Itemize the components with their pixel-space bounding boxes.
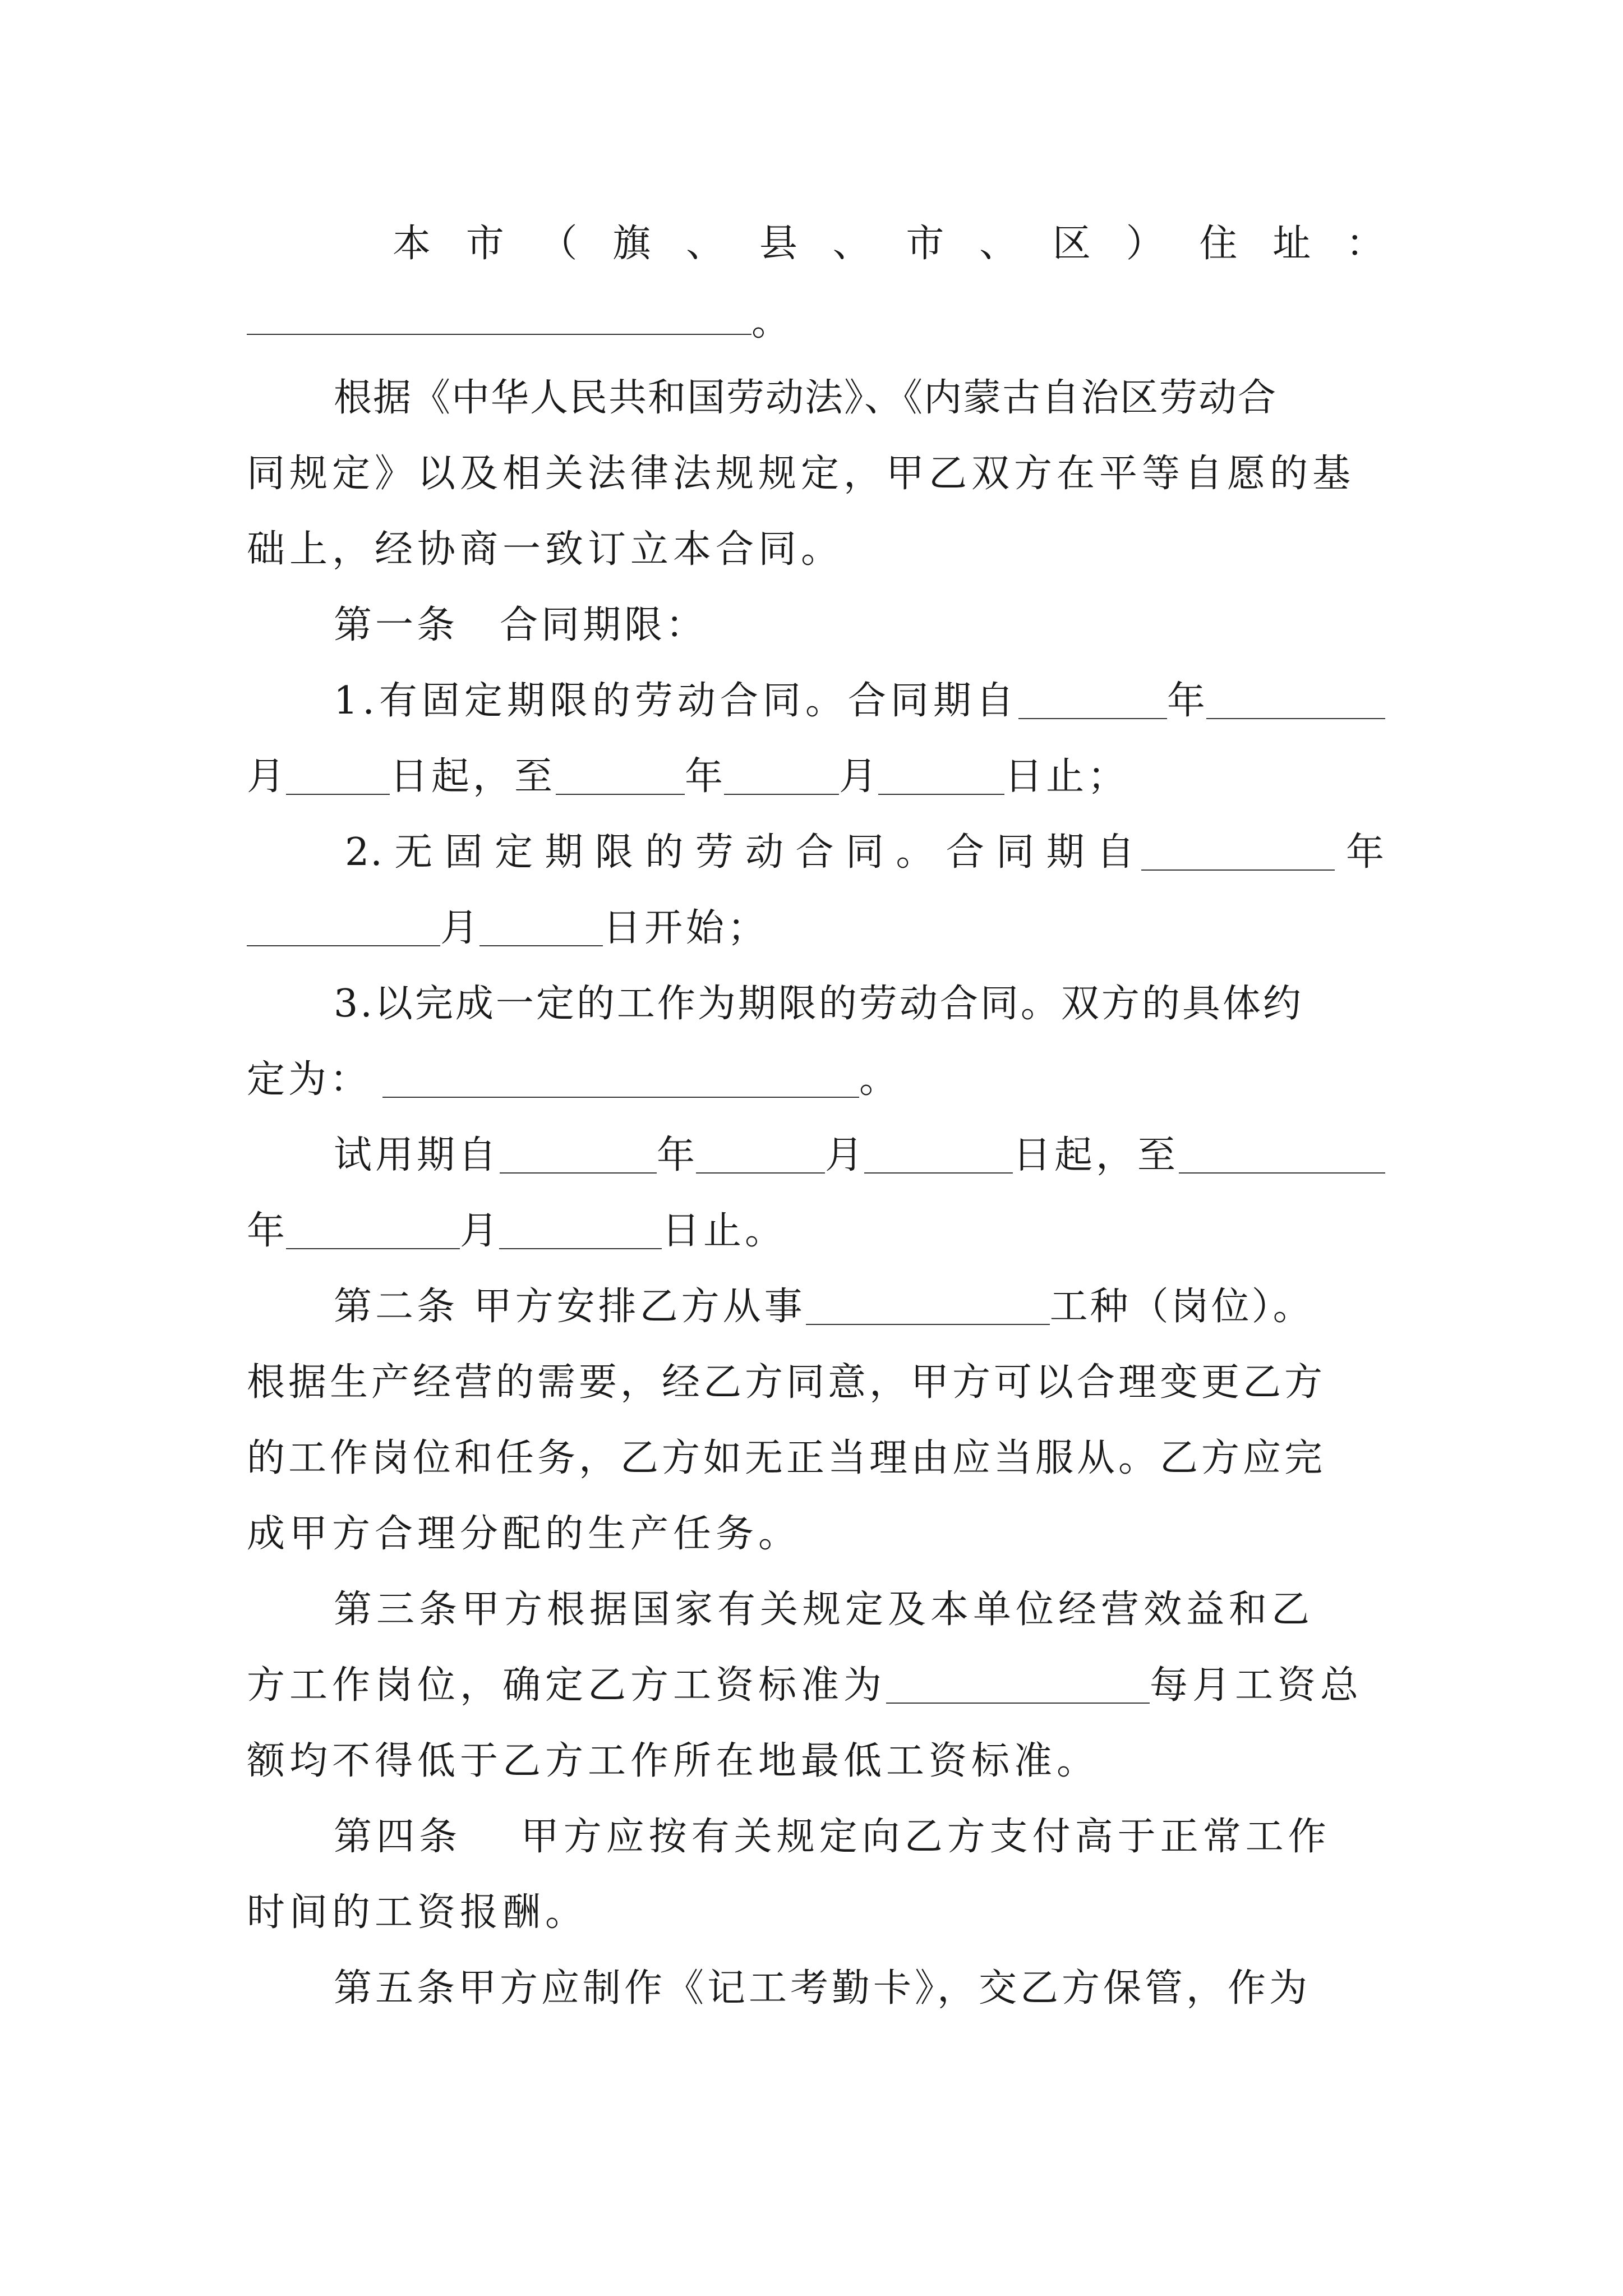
para-basis-text2: 同规定》以及相关法律法规规定，甲乙双方在平等自愿的基 [247, 452, 1355, 496]
item-3-text: 3.以完成一定的工作为期限的劳动合同。双方的具体约 [334, 982, 1303, 1026]
blank-task-agreement [382, 1062, 859, 1098]
blank-trial-end-day [499, 1213, 662, 1249]
blank-job-type [806, 1289, 1050, 1325]
address-char: 区 [1052, 222, 1092, 266]
label-year-5: 年 [247, 1209, 287, 1253]
item-2-text [345, 825, 1136, 881]
blank-trial-start-month [696, 1138, 825, 1174]
address-char: 、 [686, 222, 726, 266]
label-day-end: 日止； [1004, 754, 1129, 799]
blank-indef-day [479, 910, 603, 946]
item-1-text: 1.有固定期限的劳动合同。合同期自 [334, 679, 1018, 723]
label-year-3: 年 [1345, 830, 1385, 875]
blank-end-year [556, 759, 685, 795]
label-month-5: 月 [460, 1209, 500, 1253]
label-month-2: 月 [839, 754, 879, 799]
item-2-char: 合 [946, 830, 985, 875]
address-blank-line [247, 295, 1385, 351]
article-2-line4 [247, 1506, 1385, 1562]
trial-line1 [334, 1128, 1385, 1184]
article-4-text-2: 时间的工资报酬。 [247, 1890, 588, 1935]
address-char: （ [539, 222, 579, 266]
article-4-line2 [247, 1885, 1385, 1941]
blank-wage-standard [886, 1668, 1150, 1704]
item-2-char: 动 [745, 830, 785, 875]
address-char: 县 [759, 222, 799, 266]
article-5-text-1: 第五条甲方应制作《记工考勤卡》，交乙方保管，作为 [334, 1966, 1311, 2010]
para-basis-text3: 础上，经协商一致订立本合同。 [247, 527, 844, 572]
trial-line2 [247, 1203, 1385, 1259]
blank-end-month [724, 759, 839, 795]
article-1-title-text: 第一条 合同期限： [334, 603, 708, 647]
label-trial-to: 日起，至 [1013, 1133, 1179, 1177]
address-char: 市 [465, 222, 505, 266]
address-char: 、 [979, 222, 1019, 266]
blank-start-day [286, 759, 390, 795]
para-basis-line2 [247, 446, 1385, 502]
blank-indef-month-pre [247, 910, 440, 946]
item-2-char: 期 [545, 830, 584, 875]
para-basis-line1 [334, 370, 1385, 426]
blank-trial-start-year [500, 1138, 657, 1174]
article-3-text-2a: 方工作岗位，确定乙方工资标准为 [247, 1663, 887, 1708]
label-month-4: 月 [825, 1133, 865, 1177]
article-3-text-3: 额均不得低于乙方工作所在地最低工资标准。 [247, 1739, 1100, 1783]
item-2-char: 的 [645, 830, 685, 875]
article-2-text-4: 成甲方合理分配的生产任务。 [247, 1512, 801, 1556]
label-year-2: 年 [685, 754, 725, 799]
address-char: 、 [832, 222, 872, 266]
label-trial-from: 试用期自 [334, 1133, 500, 1177]
item-2-char: 。 [896, 830, 935, 875]
blank-trial-end-month [286, 1213, 460, 1249]
para-basis-text1: 根据《中华人民共和国劳动法》、《内蒙古自治区劳动合 [334, 376, 1278, 420]
blank-trial-start-day [864, 1138, 1013, 1174]
address-end: 。 [751, 300, 791, 344]
item-2-char: 自 [1096, 830, 1136, 875]
label-month: 月 [247, 754, 287, 799]
article-3-line1 [334, 1582, 1385, 1638]
article-2-text-b: 工种（岗位）。 [1049, 1285, 1313, 1329]
item-2-char: 同 [996, 830, 1036, 875]
label-agreed-as: 定为： [247, 1057, 372, 1102]
label-year-4: 年 [657, 1133, 697, 1177]
address-char: 住 [1199, 222, 1239, 266]
blank-indef-year [1141, 835, 1335, 871]
article-4-line1 [334, 1809, 1385, 1865]
item-2-char: 无 [394, 830, 434, 875]
address-char: ： [1345, 222, 1385, 266]
article-2-text-3: 的工作岗位和任务，乙方如无正当理由应当服从。乙方应完 [247, 1436, 1326, 1480]
label-year: 年 [1166, 679, 1206, 723]
label-day-from-to: 日起，至 [390, 754, 556, 799]
item-1-line2 [247, 749, 1385, 805]
item-2-char: 限 [594, 830, 634, 875]
item-2-line1 [345, 825, 1385, 881]
address-char: 旗 [612, 222, 652, 266]
label-start: 日开始； [603, 906, 769, 950]
item-2-char: 期 [1046, 830, 1086, 875]
article-2-line2 [247, 1355, 1385, 1411]
item-2-char: 固 [444, 830, 484, 875]
article-4-text-1: 第四条 甲方应按有关规定向乙方支付高于正常工作 [334, 1815, 1331, 1859]
article-3-line2 [247, 1658, 1385, 1714]
item-3-line2 [247, 1052, 1385, 1108]
article-2-line3 [247, 1430, 1385, 1487]
article-1-title [334, 597, 1472, 654]
article-5-line1 [334, 1961, 1385, 2017]
item-2-line2 [247, 900, 1385, 956]
item-2-char: 2. [345, 830, 384, 875]
article-3-text-2b: 每月工资总 [1150, 1663, 1363, 1708]
article-2-text-2: 根据生产经营的需要，经乙方同意，甲方可以合理变更乙方 [247, 1360, 1326, 1405]
blank-trial-end-year-pre [1179, 1138, 1385, 1174]
item-2-char: 同 [845, 830, 885, 875]
article-2-text-a: 第二条 甲方安排乙方从事 [334, 1285, 806, 1329]
address-char: 市 [906, 222, 946, 266]
blank-start-month-pre [1206, 683, 1385, 719]
item-2-char: 定 [495, 830, 534, 875]
article-3-line3 [247, 1733, 1385, 1789]
item-2-char: 劳 [695, 830, 735, 875]
item-3-end: 。 [859, 1057, 899, 1102]
item-1-line1 [334, 673, 1385, 729]
address-blank [247, 299, 751, 335]
label-day-5: 日止。 [662, 1209, 787, 1253]
address-char: ） [1126, 222, 1165, 266]
address-char: 本 [393, 222, 432, 266]
blank-start-year [1018, 683, 1167, 719]
address-line [393, 216, 1385, 272]
article-3-text-1: 第三条甲方根据国家有关规定及本单位经营效益和乙 [334, 1588, 1315, 1632]
item-3-line1 [334, 976, 1385, 1032]
para-basis-line3 [247, 522, 1385, 578]
address-char: 址 [1272, 222, 1312, 266]
article-2-line1 [334, 1279, 1385, 1335]
blank-end-day [878, 759, 1004, 795]
item-2-char: 合 [795, 830, 835, 875]
label-month-3: 月 [440, 906, 480, 950]
